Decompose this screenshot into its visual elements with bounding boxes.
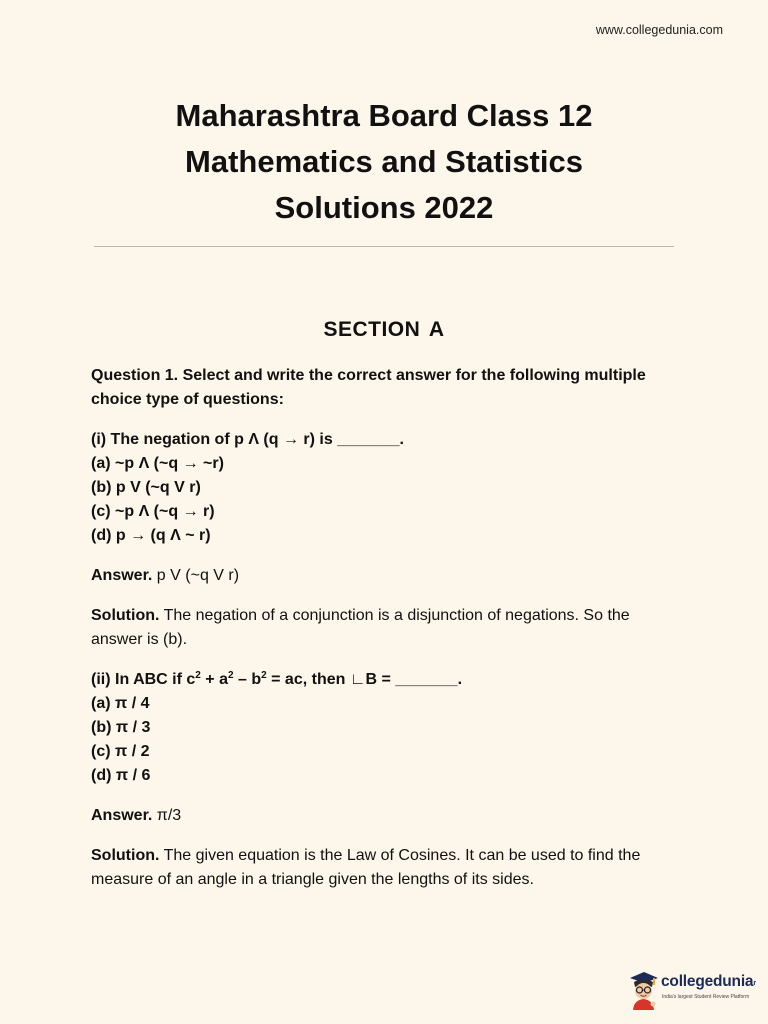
title-line-2: Mathematics and Statistics	[185, 144, 583, 179]
question-i-answer	[91, 564, 681, 588]
question-i-solution	[91, 604, 681, 652]
question-1-text: Question 1. Select and write the correct answer for the following multiple choice type of questions:	[91, 367, 646, 408]
answer-text: p V (~q V r)	[152, 567, 240, 584]
title-line-3: Solutions 2022	[274, 190, 494, 225]
question-ii-solution	[91, 844, 681, 892]
superscript: 2	[261, 670, 267, 681]
collegedunia-mascot-icon	[626, 968, 660, 1012]
collegedunia-logo[interactable]	[626, 968, 756, 1012]
question-i-text: (i) The negation of p Λ (q → r) is _______.	[91, 431, 404, 448]
question-ii-text	[91, 668, 681, 692]
question-i-block	[91, 428, 681, 548]
question-i-option-c: (c) ~p Λ (~q → r)	[91, 503, 215, 520]
question-ii-block	[91, 668, 681, 788]
logo-name	[661, 973, 756, 991]
question-ii-option-d: (d) π / 6	[91, 767, 151, 784]
question-ii-text-part: (ii) In ABC if c	[91, 671, 196, 688]
title-divider	[94, 246, 674, 247]
solution-text: The given equation is the Law of Cosines. It can be used to find the measure of an angle in a triangle given the lengths of its sides.	[91, 847, 641, 888]
question-ii-text-part: = ac, then ∟B = _______.	[266, 671, 463, 688]
solution-label: Solution.	[91, 847, 160, 864]
question-ii-option-a: (a) π / 4	[91, 695, 150, 712]
answer-text: π/3	[152, 807, 182, 824]
answer-label: Answer.	[91, 567, 153, 584]
superscript: 2	[195, 670, 201, 681]
question-ii-answer	[91, 804, 681, 828]
answer-label: Answer.	[91, 807, 153, 824]
site-url[interactable]: www.collegedunia.com	[595, 23, 723, 37]
solution-text: The negation of a conjunction is a disjunction of negations. So the answer is (b).	[91, 607, 630, 648]
page-title	[0, 93, 768, 231]
solution-label: Solution.	[91, 607, 160, 624]
section-heading: SECTION A	[323, 318, 445, 341]
question-i-option-a: (a) ~p Λ (~q → ~r)	[91, 455, 224, 472]
superscript: 2	[228, 670, 234, 681]
logo-tagline: India's largest Student Review Platform	[662, 994, 750, 1000]
title-line-1: Maharashtra Board Class 12	[175, 98, 593, 133]
logo-name-text: collegedunia	[661, 973, 754, 990]
question-ii-option-c: (c) π / 2	[91, 743, 150, 760]
question-ii-text-part: + a	[200, 671, 228, 688]
question-ii-text-part: – b	[233, 671, 262, 688]
logo-name-suffix: r	[753, 980, 756, 987]
question-i-option-b: (b) p V (~q V r)	[91, 479, 201, 496]
document-content	[91, 364, 681, 908]
question-i-option-d: (d) p → (q Λ ~ r)	[91, 527, 211, 544]
question-ii-option-b: (b) π / 3	[91, 719, 151, 736]
